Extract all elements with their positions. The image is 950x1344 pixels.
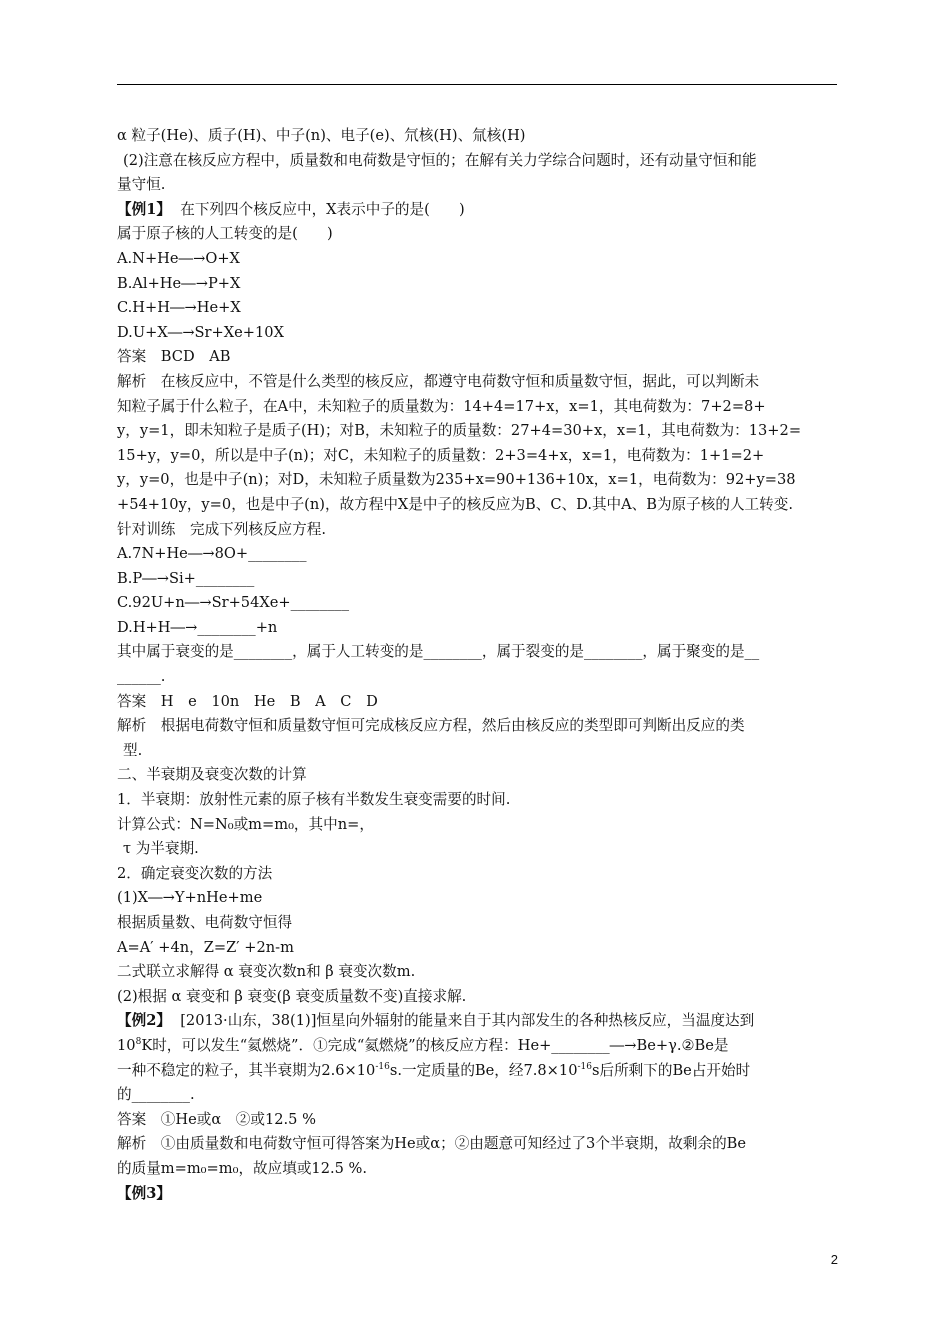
example-label: 【例2】 — [117, 1012, 171, 1030]
section-heading: 二、半衰期及衰变次数的计算 — [117, 766, 307, 784]
option-c: C.H+H―→He+X — [117, 299, 241, 317]
text-line: y，y=1，即未知粒子是质子(H)；对B，未知粒子的质量数：27+4=30+x，x=1，其电荷数为：13+2= — [117, 422, 802, 440]
answer-line: 答案 H e 10n He B A C D — [117, 692, 378, 710]
example-label: 【例1】 — [117, 200, 171, 218]
page-number: 2 — [830, 1252, 838, 1267]
example-2-question: 【例2】 [2013·山东，38(1)]恒星向外辐射的能量来自于其内部发生的各种热核反应，当温度达到 — [117, 1012, 755, 1030]
practice-d: D.H+H―→________+n — [117, 618, 278, 636]
text-line: 量守恒. — [117, 176, 166, 194]
option-a: A.N+He―→O+X — [117, 249, 240, 267]
text-line: ______. — [117, 668, 166, 686]
text-line: 1．半衰期：放射性元素的原子核有半数发生衰变需要的时间. — [117, 791, 511, 809]
text-line: 15+y，y=0，所以是中子(n)；对C，未知粒子的质量数：2+3=4+x，x=1，电荷数为：1+1=2+ — [117, 446, 765, 464]
text-line: A=A′ +4n，Z=Z′ +2n-m — [117, 938, 294, 956]
document-body — [117, 124, 841, 1206]
text-line: 知粒子属于什么粒子，在A中，未知粒子的质量数为：14+4=17+x，x=1，其电荷数为：7+2=8+ — [117, 397, 766, 415]
text-line: 型. — [123, 741, 143, 759]
text-line: 一种不稳定的粒子，其半衰期为$2.6\times 10^{-16}s$.一定质量的Be，经$7.8\times 10^{-16}s$后所剩下的Be占开始时 — [117, 1061, 751, 1079]
option-d: D.U+X―→Sr+Xe+10X — [117, 323, 284, 341]
text-line: 其中属于衰变的是________，属于人工转变的是________，属于裂变的是________，属于聚变的是__ — [117, 643, 760, 661]
text-line: +54+10y，y=0，也是中子(n)，故方程中X是中子的核反应为B、C、D.其中A、B为原子核的人工转变. — [117, 495, 793, 513]
practice-heading: 针对训练 完成下列核反应方程. — [117, 520, 326, 538]
analysis-line: 解析 根据电荷数守恒和质量数守恒可完成核反应方程，然后由核反应的类型即可判断出反应的类 — [117, 717, 745, 735]
text-line: 属于原子核的人工转变的是( ) — [117, 225, 333, 243]
practice-c: C.92U+n―→Sr+54Xe+________ — [117, 594, 350, 612]
example-3-label: 【例3】 — [117, 1184, 171, 1202]
text-line: y，y=0，也是中子(n)；对D，未知粒子质量数为235+x=90+136+10x，x=1，电荷数为：92+y=38 — [117, 471, 796, 489]
practice-a: A.7N+He―→8O+________ — [117, 545, 307, 563]
answer-line: 答案 ①He或α ②或12.5 % — [117, 1110, 316, 1128]
text-line: 的质量m=m₀=m₀，故应填或12.5 %. — [117, 1159, 368, 1177]
text-line: (2)注意在核反应方程中，质量数和电荷数是守恒的；在解有关力学综合问题时，还有动量守恒和能 — [123, 151, 757, 169]
text-line: (1)X―→Y+nHe+me — [117, 889, 263, 907]
text-line: 2．确定衰变次数的方法 — [117, 864, 273, 882]
answer-line: 答案 BCD AB — [117, 348, 231, 366]
header-rule — [117, 84, 837, 85]
option-b: B.Al+He―→P+X — [117, 274, 241, 292]
text-line: (2)根据 α 衰变和 β 衰变(β 衰变质量数不变)直接求解. — [117, 987, 467, 1005]
text-line: 二式联立求解得 α 衰变次数n和 β 衰变次数m. — [117, 963, 416, 981]
text-line: 根据质量数、电荷数守恒得 — [117, 914, 293, 931]
text-line: $10^8K$时，可以发生“氦燃烧”．①完成“氦燃烧”的核反应方程：He+________―→Be+γ.②Be是 — [117, 1036, 729, 1054]
text-line: 的________. — [117, 1086, 195, 1104]
text-line: 计算公式：N=N₀或m=m₀，其中n=， — [117, 815, 374, 833]
text-line: α 粒子(He)、质子(H)、中子(n)、电子(e)、氘核(H)、氚核(H) — [117, 127, 526, 144]
practice-b: B.P―→Si+________ — [117, 569, 255, 587]
example-1-question: 【例1】 在下列四个核反应中，X表示中子的是( ) — [117, 200, 465, 218]
analysis-line: 解析 ①由质量数和电荷数守恒可得答案为He或α；②由题意可知经过了3个半衰期，故剩余的Be — [117, 1135, 747, 1153]
text-line: τ 为半衰期. — [123, 840, 199, 858]
analysis-line: 解析 在核反应中，不管是什么类型的核反应，都遵守电荷数守恒和质量数守恒，据此，可以判断未 — [117, 372, 760, 390]
